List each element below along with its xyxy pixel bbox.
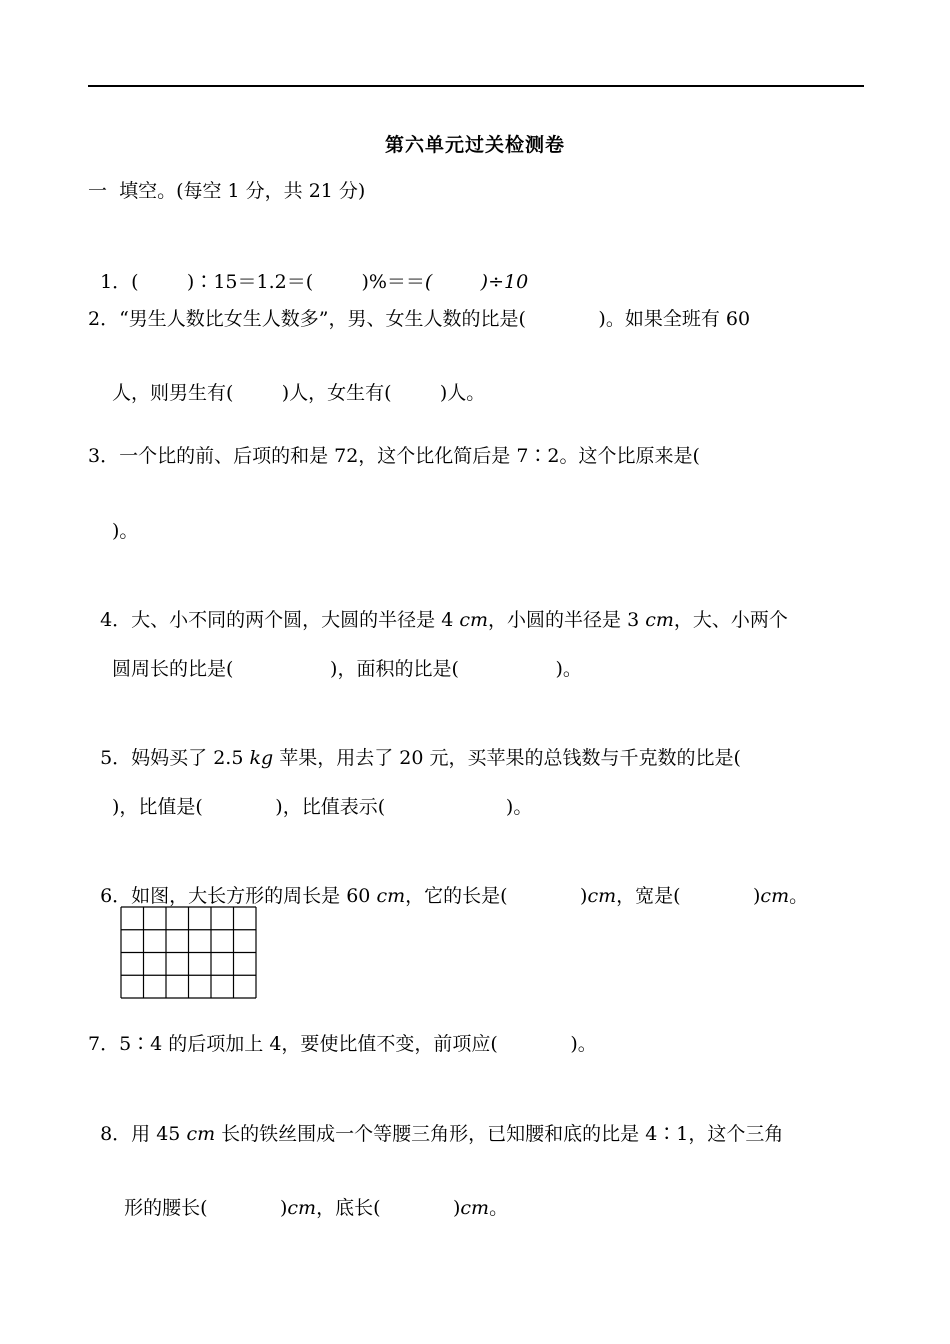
q8-part-d: ，底长( ) bbox=[316, 1197, 461, 1219]
question-5-line-2: )，比值是( )，比值表示( )。 bbox=[112, 796, 533, 818]
q4-part-b: ，小圆的半径是 3 bbox=[488, 609, 646, 631]
section-heading: 一 填空。(每空 1 分，共 21 分) bbox=[88, 180, 366, 202]
question-2-line-2: 人，则男生有( )人，女生有( )人。 bbox=[112, 382, 486, 404]
q4-unit-1: cm bbox=[459, 609, 489, 631]
q6-part-b: ，它的长是( ) bbox=[405, 885, 588, 907]
q8-part-c: 形的腰长( ) bbox=[124, 1197, 288, 1219]
question-8-line-2 bbox=[112, 1169, 508, 1221]
question-6 bbox=[88, 857, 808, 909]
question-3-line-1: 3．一个比的前、后项的和是 72，这个比化简后是 7∶2。这个比原来是( bbox=[88, 445, 700, 467]
question-2-line-1: 2．“男生人数比女生人数多”，男、女生人数的比是( )。如果全班有 60 bbox=[88, 308, 751, 330]
q5-unit: kg bbox=[249, 747, 274, 769]
rectangle-grid-figure bbox=[120, 906, 257, 999]
q4-part-c: ，大、小两个 bbox=[673, 609, 788, 631]
q8-unit-3: cm bbox=[460, 1197, 490, 1219]
question-1-division: ( )÷10 bbox=[424, 271, 529, 293]
q8-unit-2: cm bbox=[287, 1197, 317, 1219]
q6-part-d: 。 bbox=[789, 885, 809, 907]
q6-part-a: 6．如图，大长方形的周长是 60 bbox=[100, 885, 377, 907]
q5-part-a: 5．妈妈买了 2.5 bbox=[100, 747, 250, 769]
q5-part-b: 苹果，用去了 20 元，买苹果的总钱数与千克数的比是( bbox=[273, 747, 741, 769]
question-3-line-2: )。 bbox=[112, 520, 139, 542]
q8-part-a: 8．用 45 bbox=[100, 1123, 187, 1145]
q6-unit-1: cm bbox=[376, 885, 406, 907]
page-title: 第六单元过关检测卷 bbox=[384, 134, 565, 156]
q8-unit-1: cm bbox=[186, 1123, 216, 1145]
question-7: 7．5∶4 的后项加上 4，要使比值不变，前项应( )。 bbox=[88, 1033, 597, 1055]
question-4-line-2: 圆周长的比是( )，面积的比是( )。 bbox=[112, 658, 582, 680]
q6-unit-2: cm bbox=[587, 885, 617, 907]
q4-unit-2: cm bbox=[645, 609, 674, 631]
question-5-line-1 bbox=[88, 719, 741, 771]
q6-unit-3: cm bbox=[760, 885, 790, 907]
q6-part-c: ，宽是( ) bbox=[616, 885, 761, 907]
q8-part-e: 。 bbox=[489, 1197, 509, 1219]
top-rule bbox=[88, 85, 864, 87]
question-8-line-1 bbox=[88, 1095, 783, 1147]
q4-part-a: 4．大、小不同的两个圆，大圆的半径是 4 bbox=[100, 609, 460, 631]
question-1 bbox=[88, 243, 528, 295]
question-1-text: 1．( )∶15＝1.2＝( )%＝＝ bbox=[100, 271, 425, 293]
q8-part-b: 长的铁丝围成一个等腰三角形，已知腰和底的比是 4∶1，这个三角 bbox=[215, 1123, 784, 1145]
question-4-line-1 bbox=[88, 581, 788, 633]
